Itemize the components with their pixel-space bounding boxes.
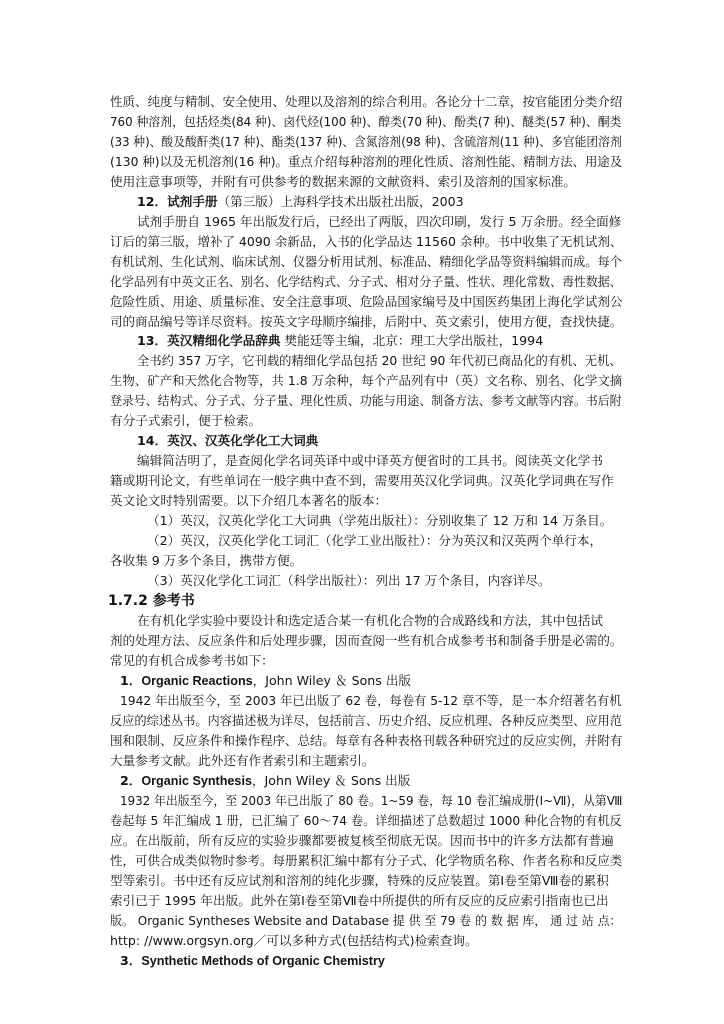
text-line: 登录号、结构式、分子式、分子量、理化性质、功能与用途、制备方法、参考文献等内容。书后附: [110, 393, 622, 408]
item-title: 英汉精细化学品辞典: [167, 333, 281, 348]
text-line: 1932 年出版至今，至 2003 年已出版了 80 卷。1~59 卷，每 10 卷汇编成册(Ⅰ~Ⅶ)，从第Ⅷ: [120, 793, 623, 808]
text-line: 1942 年出版至今，至 2003 年已出版了 62 卷，每卷有 5-12 章不等，是一本介绍著名有机: [120, 693, 622, 708]
item-13-heading: [137, 331, 543, 351]
text-line: 性，可供合成类似物时参考。每册累积汇编中都有分子式、化学物质名称、作者名称和反应类: [110, 853, 623, 868]
text-line: 有分子式索引，便于检索。: [110, 413, 262, 428]
text-line: (130 种)以及无机溶剂(16 种)。重点介绍每种溶剂的理化性质、溶剂性能、精制方法、用途及: [110, 154, 623, 169]
item-number: 3．: [120, 953, 142, 968]
item-title: Organic Reactions: [141, 674, 253, 688]
text-line: 版。 Organic Syntheses Website and Database 提 供 至 79 卷 的 数 据 库， 通 过 站 点：: [110, 913, 622, 928]
text-line: 反应的综述丛书。内容描述极为详尽，包括前言、历史介绍、反应机理、各种反应类型、应用范: [110, 713, 622, 728]
item-number: 14．: [137, 433, 168, 448]
text-line: 索引已于 1995 年出版。此外在第Ⅰ卷至第Ⅶ卷中所提供的所有反应的反应索引指南也已出: [110, 893, 609, 908]
text-line: 生物、矿产和天然化合物等，共 1.8 万余种，每个产品列有中（英）文名称、别名、化学文摘: [110, 373, 623, 388]
text-line: 大量参考文献。此外还有作者索引和主题索引。: [110, 753, 375, 768]
text-line: 全书约 357 万字，它刊载的精细化学品包括 20 世纪 90 年代初已商品化的有机、无机、: [137, 353, 622, 368]
item-title: Synthetic Methods of Organic Chemistry: [141, 954, 385, 968]
item-title: 英汉、汉英化学化工大词典: [167, 433, 319, 448]
text-line: 化学品列有中英文正名、别名、化学结构式、分子式、相对分子量、性状、理化常数、毒性数据、: [110, 274, 622, 289]
text-line: 订后的第三版，增补了 4090 余新品，入书的化学品达 11560 余种。书中收集了无机试剂、: [110, 234, 623, 249]
text-line: 危险性质、用途、质量标准、安全注意事项、危险品国家编号及中国医药集团上海化学试剂公: [110, 294, 623, 309]
item-citation: 樊能廷等主编，北京：理工大学出版社，1994: [280, 333, 544, 348]
reference-3-heading: [120, 951, 385, 971]
text-line: 籍或期刊论文，有些单词在一般字典中查不到，需要用英汉化学词典。汉英化学词典在写作: [110, 473, 614, 488]
list-item: （2）英汉，汉英化学化工词汇（化学工业出版社）：分为英汉和汉英两个单行本，: [147, 533, 603, 548]
text-line: 试剂手册自 1965 年出版发行后，已经出了两版，四次印刷，发行 5 万余册。经全面修: [137, 214, 622, 229]
text-line: 剂的处理方法、反应条件和后处理步骤，因而查阅一些有机合成参考书和制备手册是必需的。: [110, 633, 623, 648]
item-number: 2．: [120, 773, 142, 788]
item-citation: ，John Wiley ＆ Sons 出版: [251, 773, 411, 788]
item-number: 13．: [137, 333, 168, 348]
text-line: 英文论文时特别需要。以下介绍几本著名的版本：: [110, 493, 388, 508]
item-number: 12．: [137, 194, 168, 209]
item-title: Organic Synthesis: [141, 774, 252, 788]
text-line: 围和限制、反应条件和操作程序、总结。每章有各种表格刊载各种研究过的反应实例，并附有: [110, 733, 623, 748]
text-line: 在有机化学实验中要设计和选定适合某一有机化合物的合成路线和方法，其中包括试: [137, 613, 603, 628]
section-heading: 1.7.2 参考书: [108, 593, 195, 609]
item-number: 1．: [120, 673, 142, 688]
text-line: 常见的有机合成参考书如下：: [110, 653, 274, 668]
reference-1-heading: [120, 671, 411, 691]
text-line: http: //www.orgsyn.org／可以多种方式(包括结构式)检索查询。: [110, 933, 478, 948]
list-item: （1）英汉，汉英化学化工大词典（学苑出版社）：分别收集了 12 万和 14 万条目。: [147, 513, 613, 528]
text-line: 使用注意事项等，并附有可供参考的数据来源的文献资料、索引及溶剂的国家标准。: [110, 174, 576, 189]
text-line: 有机试剂、生化试剂、临床试剂、仪器分析用试剂、标准品、精细化学品等资料编辑而成。每个: [110, 254, 622, 269]
text-line: (33 种)、酸及酸酐类(17 种)、酯类(137 种)、含氮溶剂(98 种)、含硫溶剂(11 种)、多官能团溶剂: [110, 134, 622, 149]
text-line: 型等索引。书中还有反应试剂和溶剂的纯化步骤，特殊的反应装置。第Ⅰ卷至第Ⅷ卷的累积: [110, 873, 609, 888]
text-line: 各收集 9 万多个条目，携带方便。: [110, 553, 303, 568]
item-citation: ，John Wiley ＆ Sons 出版: [252, 673, 412, 688]
text-line: 编辑简洁明了，是查阅化学名词英译中或中译英方便省时的工具书。阅读英文化学书: [137, 453, 603, 468]
list-item: （3）英汉化学化工词汇（科学出版社）：列出 17 万个条目，内容详尽。: [147, 573, 551, 588]
item-title: 试剂手册: [167, 194, 218, 209]
reference-2-heading: [120, 771, 410, 791]
text-line: 性质、纯度与精制、安全使用、处理以及溶剂的综合利用。各论分十二章，按官能团分类介绍: [110, 94, 623, 109]
item-12-heading: [137, 192, 464, 212]
text-line: 760 种溶剂，包括烃类(84 种)、卤代烃(100 种)、醇类(70 种)、酚类(7 种)、醚类(57 种)、酮类: [110, 114, 622, 129]
text-line: 司的商品编号等详尽资料。按英文字母顺序编排，后附中、英文索引，使用方便，查找快捷。: [110, 314, 623, 329]
item-citation: （第三版）上海科学技术出版社出版，2003: [217, 194, 464, 209]
item-14-heading: [137, 431, 318, 451]
text-line: 应。在出版前，所有反应的实验步骤都要被复核至彻底无误。因而书中的许多方法都有普遍: [110, 833, 614, 848]
text-line: 卷起每 5 年汇编成 1 册，已汇编了 60～74 卷。详细描述了总数超过 1000 种化合物的有机反: [110, 813, 622, 828]
